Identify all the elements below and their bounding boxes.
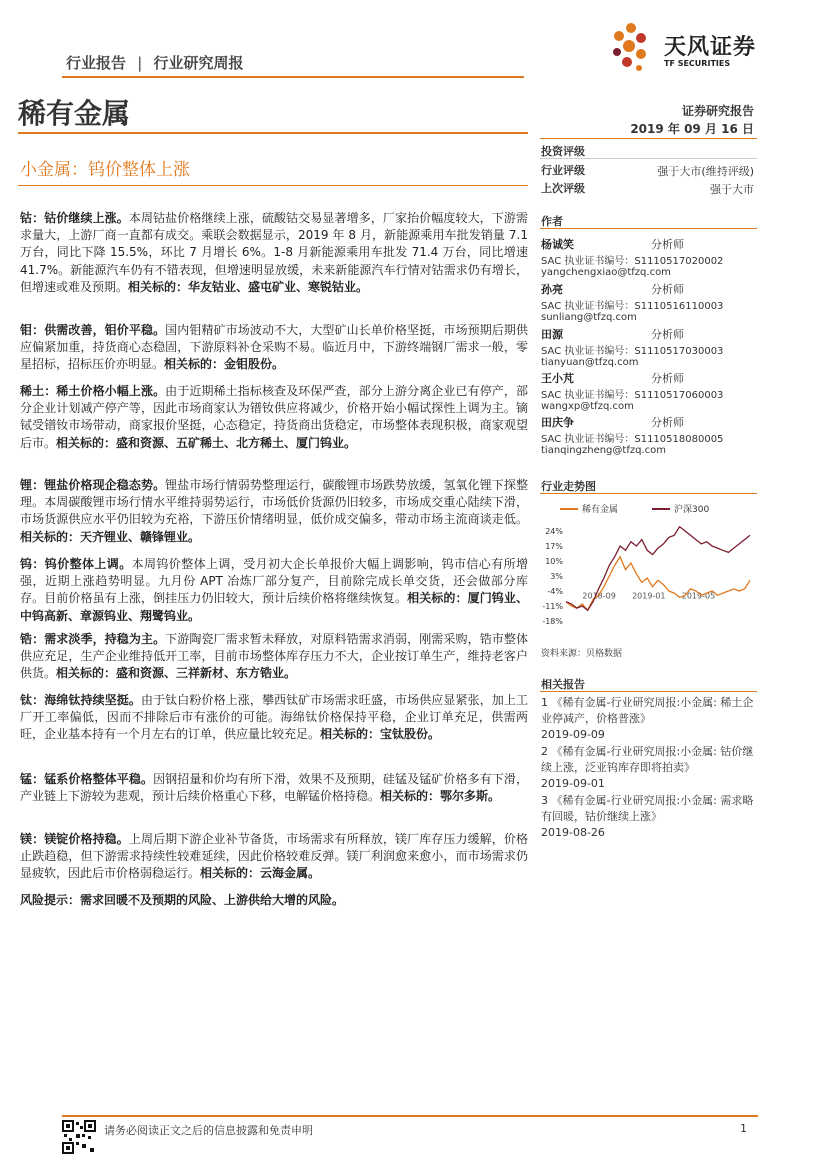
trend-divider	[540, 493, 757, 494]
authors-divider	[540, 228, 757, 229]
footer-disclaimer: 请务必阅读正文之后的信息披露和免责申明	[104, 1124, 313, 1137]
rating-heading: 投资评级	[541, 145, 585, 158]
author-block-4: 田庆争 分析师 SAC 执业证书编号：S1110518080005 tianqingzheng@tfzq.com	[541, 416, 724, 456]
paragraph-manganese: 锰：锰系价格整体平稳。因钢招量和价均有所下滑，效果不及预期，硅锰及锰矿价格多有下滑，产业链上下游较为悲观，预计后续价格重心下移，电解锰价格持稳。相关标的：鄂尔多斯。	[20, 772, 528, 804]
related-divider	[540, 691, 757, 692]
y-tick-label: 24%	[545, 527, 563, 536]
rating-divider	[540, 138, 757, 139]
x-tick-label: 2018-09	[582, 591, 616, 601]
related-date: 2019-08-26	[541, 826, 605, 839]
y-tick-label: -4%	[547, 587, 563, 596]
report-title: 小金属：钨价整体上涨	[20, 160, 190, 180]
logo-text-cn: 天风证券	[664, 35, 757, 60]
y-tick-label: -18%	[542, 617, 563, 626]
paragraph-molybdenum: 钼：供需改善，钼价平稳。国内钼精矿市场波动不大，大型矿山长单价格坚挺，市场预期后期供应偏紧加重，持货商心态稳固，下游原料补仓采购不易。临近月中，下游终端钢厂需求一般，零星招标，招标压价亦明显。相关标的：金钼股份。	[20, 323, 528, 372]
related-heading: 相关报告	[541, 678, 585, 691]
trend-heading: 行业走势图	[541, 480, 596, 493]
industry-title: 稀有金属	[18, 97, 131, 130]
related-item[interactable]: 3 《稀有金属-行业研究周报:小金属: 需求略有回暖，钴价继续上涨》	[541, 794, 754, 823]
y-tick-label: 10%	[545, 557, 563, 566]
y-tick-label: 3%	[550, 572, 563, 581]
page-number: 1	[740, 1122, 747, 1135]
title-divider	[18, 132, 528, 134]
prev-rating-value: 强于大市	[710, 183, 754, 196]
author-block-0: 杨诚笑 分析师 SAC 执业证书编号：S1110517020002 yangchengxiao@tfzq.com	[541, 238, 724, 278]
author-block-3: 王小芃 分析师 SAC 执业证书编号：S1110517060003 wangxp@tfzq.com	[541, 372, 724, 412]
related-item[interactable]: 1 《稀有金属-行业研究周报:小金属: 稀土企业停减产，价格普涨》	[541, 696, 754, 725]
rating-sub-divider	[540, 158, 757, 159]
related-list	[541, 695, 756, 841]
report-date: 2019 年 09 月 16 日	[630, 122, 754, 136]
legend-label: 沪深300	[674, 505, 710, 515]
risk-warning: 风险提示：需求回暖不及预期的风险、上游供给大增的风险。	[20, 893, 345, 907]
paragraph-rare-earth: 稀土：稀土价格小幅上涨。由于近期稀土指标核查及环保严查，部分上游分离企业已有停产，部分企业计划减产停产等，因此市场商家认为镨钕供应将减少，价格开始小幅试探性上调为主。镝铽受镨钕市场带动，商家报价坚挺，心态稳定，持货商出货稳定，市场整体表现积极，商家观望后市。相关标的：盛和资源、五矿稀土、北方稀土、厦门钨业。	[20, 384, 528, 450]
logo-text-en: TF SECURITIES	[664, 59, 731, 68]
related-item[interactable]: 2 《稀有金属-行业研究周报:小金属: 钴价继续上涨，泛亚钨库存即将拍卖》	[541, 745, 754, 774]
report-type: 证券研究报告	[681, 104, 754, 118]
title-divider-2	[18, 185, 528, 186]
x-tick-label: 2019-01	[632, 591, 666, 601]
authors-heading: 作者	[541, 215, 563, 228]
x-tick-label: 2019-05	[681, 591, 716, 601]
footer-divider	[62, 1115, 758, 1117]
qr-code-icon	[62, 1120, 96, 1154]
paragraph-cobalt: 钴：钴价继续上涨。本周钴盐价格继续上涨，硫酸钴交易显著增多，厂家抬价幅度较大，下游需求量大，上游厂商一直都有成交。乘联会数据显示，2019 年 8 月，新能源乘用车批发销量 7.1 万台，同比下降 15.5%，环比 7 月增长 6%。1-8 月新能源乘用车批发 71.4 万台，同比增速 41.7%。新能源汽车仍有不错表现，但增速明显放缓，未来新能源汽车行情对钴需求仍有增长，但增速或难及预期。相关标的：华友钴业、盛屯矿业、寒锐钴业。	[20, 211, 528, 294]
tf-logo-icon	[611, 22, 657, 72]
series-line	[566, 557, 750, 611]
paragraph-zirconium: 锆：需求淡季，持稳为主。下游陶瓷厂需求暂未释放，对原料锆需求消弱，刚需采购，锆市整体供应充足，生产企业维持低开工率，目前市场整体库存压力不大，企业按订单生产，维持老客户供货。相关标的：盛和资源、三祥新材、东方锆业。	[20, 632, 528, 681]
report-category: 行业报告 | 行业研究周报	[66, 54, 244, 72]
paragraph-magnesium: 镁：镁锭价格持稳。上周后期下游企业补节备货，市场需求有所释放，镁厂库存压力缓解，价格止跌趋稳，但下游需求持续性较难延续，因此价格较难反弹。镁厂利润愈来愈小，而市场需求仍显疲软，因此后市价格弱稳运行。相关标的：云海金属。	[20, 832, 528, 881]
legend-label: 稀有金属	[582, 505, 619, 515]
industry-rating-label: 行业评级	[541, 164, 585, 177]
related-date: 2019-09-09	[541, 728, 605, 741]
industry-rating-value: 强于大市(维持评级)	[657, 165, 754, 178]
author-block-2: 田源 分析师 SAC 执业证书编号：S1110517030003 tianyuan@tfzq.com	[541, 328, 724, 368]
chart-source: 资料来源：贝格数据	[541, 649, 623, 659]
related-date: 2019-09-01	[541, 777, 605, 790]
trend-chart	[538, 497, 754, 632]
y-tick-label: -11%	[542, 602, 563, 611]
y-tick-label: 17%	[545, 542, 563, 551]
prev-rating-label: 上次评级	[541, 182, 585, 195]
paragraph-titanium: 钛：海绵钛持续坚挺。由于钛白粉价格上涨，攀西钛矿市场需求旺盛，市场供应显紧张，加上工厂开工率偏低，因而不排除后市有涨价的可能。海绵钛价格保持平稳，企业订单充足，供需两旺，企业基本持有一个月左右的订单，供应量比较充足。相关标的：宝钛股份。	[20, 693, 528, 742]
paragraph-lithium: 锂：锂盐价格现企稳态势。锂盐市场行情弱势整理运行，碳酸锂市场跌势放缓，氢氧化锂下探整理。本周碳酸锂市场行情水平维持弱势运行，市场低价货源仍旧较多，市场成交重心陆续下滑，市场货源供应水平仍旧较为充裕，下游压价情绪明显，低价成交偏多，带动市场主流商谈走低。相关标的：天齐锂业、赣锋锂业。	[20, 478, 528, 544]
header-divider	[62, 76, 524, 78]
paragraph-tungsten: 钨：钨价整体上调。本周钨价整体上调，受月初大企长单报价大幅上调影响，钨市信心有所增强，近期上涨趋势明显。九月份 APT 冶炼厂部分复产，目前除完成长单交货，还会做部分库存。目前价格虽有上涨，倒挂压力仍旧较大，预计后续价格将继续恢复。相关标的：厦门钨业、中钨高新、章源钨业、翔鹭钨业。	[20, 557, 528, 623]
author-block-1: 孙亮 分析师 SAC 执业证书编号：S1110516110003 sunliang@tfzq.com	[541, 283, 724, 323]
